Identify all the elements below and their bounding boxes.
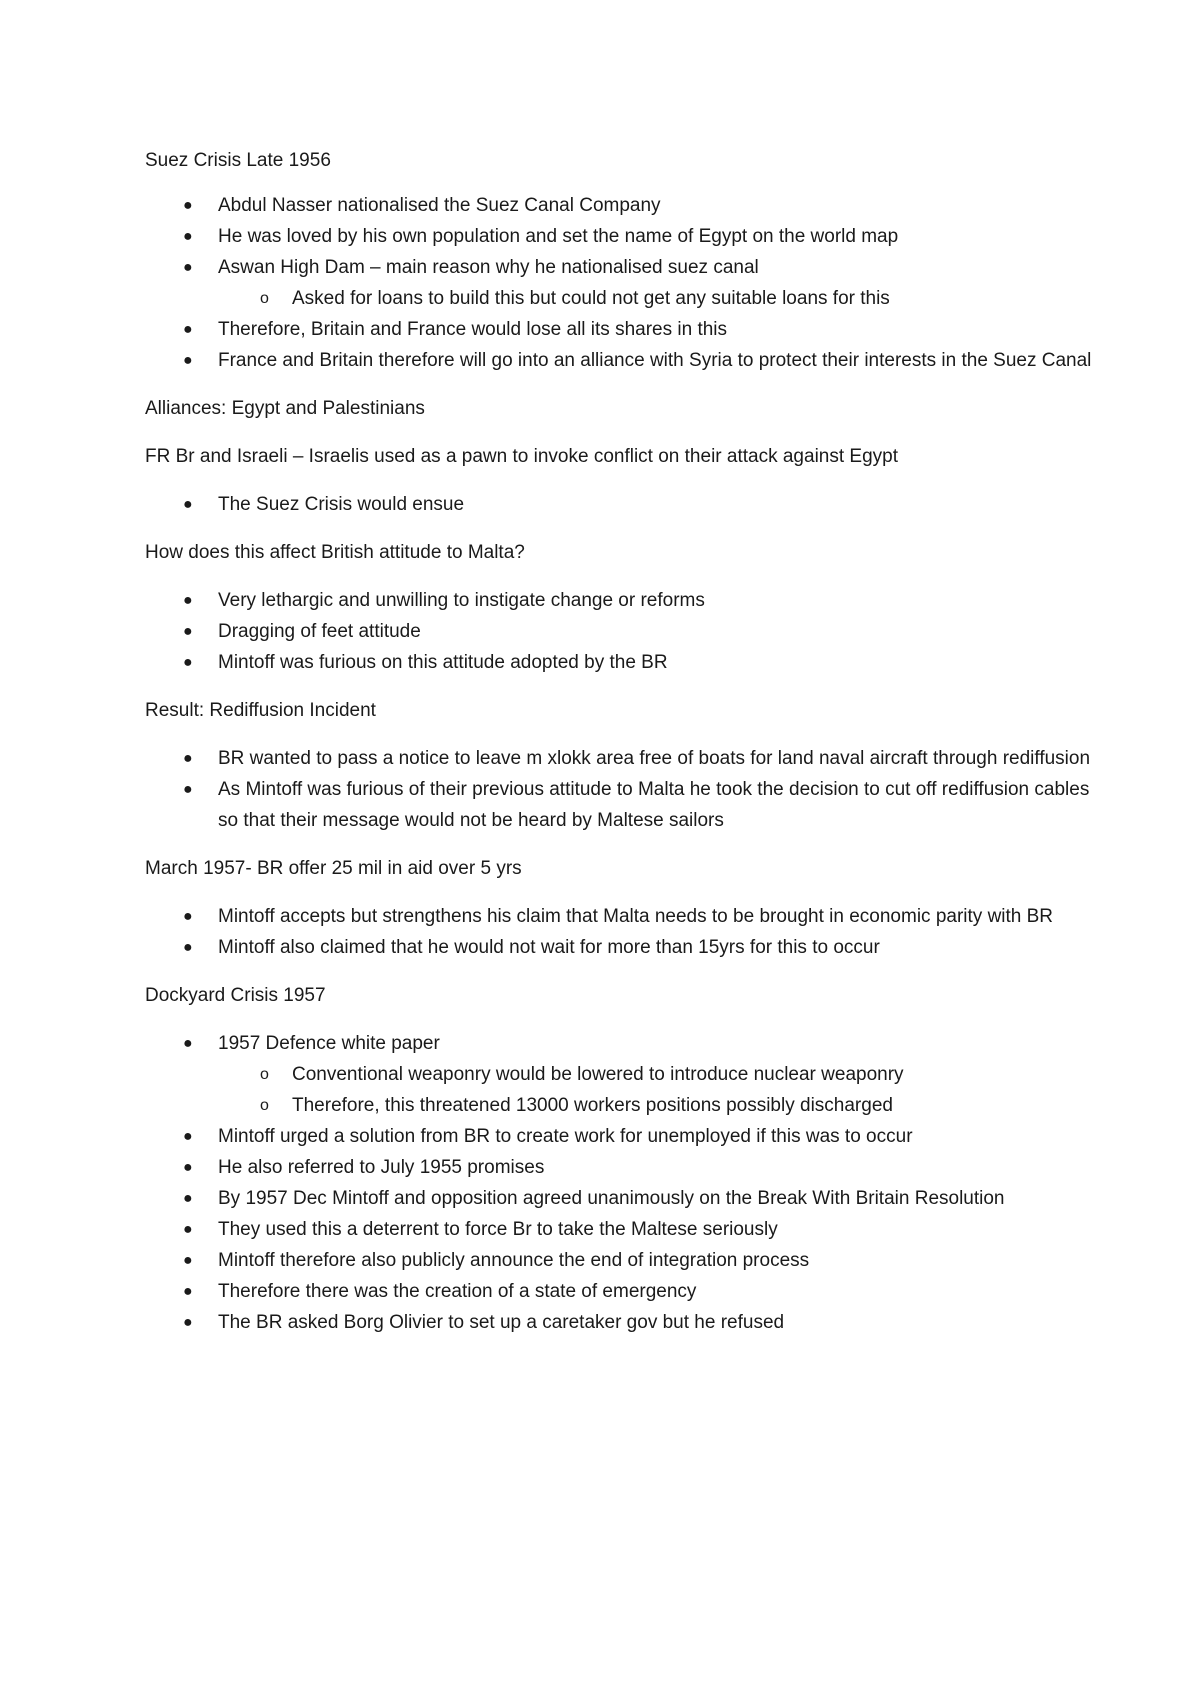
list-item-text: Therefore there was the creation of a state of emergency (218, 1281, 697, 1302)
list-item-text: Abdul Nasser nationalised the Suez Canal Company (218, 195, 661, 216)
list-item-text: The BR asked Borg Olivier to set up a caretaker gov but he refused (218, 1312, 785, 1333)
list-item-text: By 1957 Dec Mintoff and opposition agreed unanimously on the Break With Britain Resolution (218, 1188, 1005, 1209)
list-item (145, 743, 1095, 774)
section-heading: Result: Rediffusion Incident (145, 700, 376, 721)
list-item-text: He was loved by his own population and set the name of Egypt on the world map (218, 226, 899, 247)
list-item-text: The Suez Crisis would ensue (218, 494, 465, 515)
bullet-icon: ● (183, 1035, 193, 1052)
bullet-icon: ● (183, 1283, 193, 1300)
list-item (145, 345, 1095, 376)
list-item (145, 774, 1095, 836)
section-heading: How does this affect British attitude to Malta? (145, 542, 525, 563)
section-heading: Dockyard Crisis 1957 (145, 985, 326, 1006)
bullet-list (145, 1028, 1095, 1338)
document-page (145, 145, 1095, 1338)
bullet-icon: ● (183, 1252, 193, 1269)
list-item (145, 585, 1095, 616)
list-item (145, 252, 1095, 283)
circle-bullet-icon: o (260, 1066, 269, 1083)
bullet-list (145, 901, 1095, 963)
list-item (145, 1307, 1095, 1338)
list-item-text: 1957 Defence white paper (218, 1033, 440, 1054)
list-item (145, 314, 1095, 345)
list-item-text: Aswan High Dam – main reason why he nationalised suez canal (218, 257, 759, 278)
list-item (145, 1028, 1095, 1059)
section-heading: Suez Crisis Late 1956 (145, 150, 331, 171)
bullet-icon: ● (183, 939, 193, 956)
list-item-text: France and Britain therefore will go into an alliance with Syria to protect their interests in the Suez Canal (218, 350, 1092, 371)
list-item (145, 1214, 1095, 1245)
section-heading: FR Br and Israeli – Israelis used as a pawn to invoke conflict on their attack against Egypt (145, 446, 898, 467)
section-heading: Alliances: Egypt and Palestinians (145, 398, 425, 419)
list-item (145, 616, 1095, 647)
bullet-icon: ● (183, 197, 193, 214)
sub-list-item (145, 1059, 1095, 1090)
sub-list-item-text: Asked for loans to build this but could not get any suitable loans for this (292, 288, 890, 309)
list-item-text: Mintoff therefore also publicly announce the end of integration process (218, 1250, 810, 1271)
sub-list-item (145, 1090, 1095, 1121)
bullet-icon: ● (183, 1314, 193, 1331)
list-item (145, 221, 1095, 252)
bullet-icon: ● (183, 496, 193, 513)
bullet-icon: ● (183, 781, 193, 798)
list-item (145, 1183, 1095, 1214)
list-item (145, 489, 1095, 520)
list-item (145, 190, 1095, 221)
bullet-icon: ● (183, 908, 193, 925)
list-item (145, 1245, 1095, 1276)
list-item-text: As Mintoff was furious of their previous attitude to Malta he took the decision to cut off rediffusion cables so that their message would not be heard by Maltese sailors (218, 779, 1090, 831)
list-item (145, 1121, 1095, 1152)
list-item-text: They used this a deterrent to force Br to take the Maltese seriously (218, 1219, 778, 1240)
bullet-icon: ● (183, 352, 193, 369)
bullet-icon: ● (183, 1159, 193, 1176)
bullet-icon: ● (183, 623, 193, 640)
bullet-icon: ● (183, 259, 193, 276)
list-item-text: Mintoff urged a solution from BR to create work for unemployed if this was to occur (218, 1126, 913, 1147)
bullet-icon: ● (183, 321, 193, 338)
sub-list-item-text: Conventional weaponry would be lowered to introduce nuclear weaponry (292, 1064, 904, 1085)
section-heading: March 1957- BR offer 25 mil in aid over 5 yrs (145, 858, 522, 879)
circle-bullet-icon: o (260, 290, 269, 307)
list-item (145, 647, 1095, 678)
list-item (145, 932, 1095, 963)
bullet-icon: ● (183, 654, 193, 671)
sub-list-item-text: Therefore, this threatened 13000 workers positions possibly discharged (292, 1095, 893, 1116)
list-item-text: Therefore, Britain and France would lose all its shares in this (218, 319, 728, 340)
list-item-text: BR wanted to pass a notice to leave m xlokk area free of boats for land naval aircraft through rediffusion (218, 748, 1091, 769)
list-item-text: He also referred to July 1955 promises (218, 1157, 545, 1178)
list-item-text: Dragging of feet attitude (218, 621, 421, 642)
sub-list-item (145, 283, 1095, 314)
bullet-list (145, 190, 1095, 376)
bullet-icon: ● (183, 1221, 193, 1238)
bullet-icon: ● (183, 1128, 193, 1145)
list-item-text: Mintoff also claimed that he would not wait for more than 15yrs for this to occur (218, 937, 880, 958)
list-item (145, 1276, 1095, 1307)
bullet-icon: ● (183, 750, 193, 767)
bullet-icon: ● (183, 228, 193, 245)
list-item-text: Mintoff was furious on this attitude adopted by the BR (218, 652, 668, 673)
list-item-text: Mintoff accepts but strengthens his claim that Malta needs to be brought in economic parity with BR (218, 906, 1054, 927)
bullet-icon: ● (183, 592, 193, 609)
bullet-icon: ● (183, 1190, 193, 1207)
list-item (145, 1152, 1095, 1183)
list-item (145, 901, 1095, 932)
bullet-list (145, 743, 1095, 836)
bullet-list (145, 489, 1095, 520)
circle-bullet-icon: o (260, 1097, 269, 1114)
bullet-list (145, 585, 1095, 678)
list-item-text: Very lethargic and unwilling to instigate change or reforms (218, 590, 705, 611)
